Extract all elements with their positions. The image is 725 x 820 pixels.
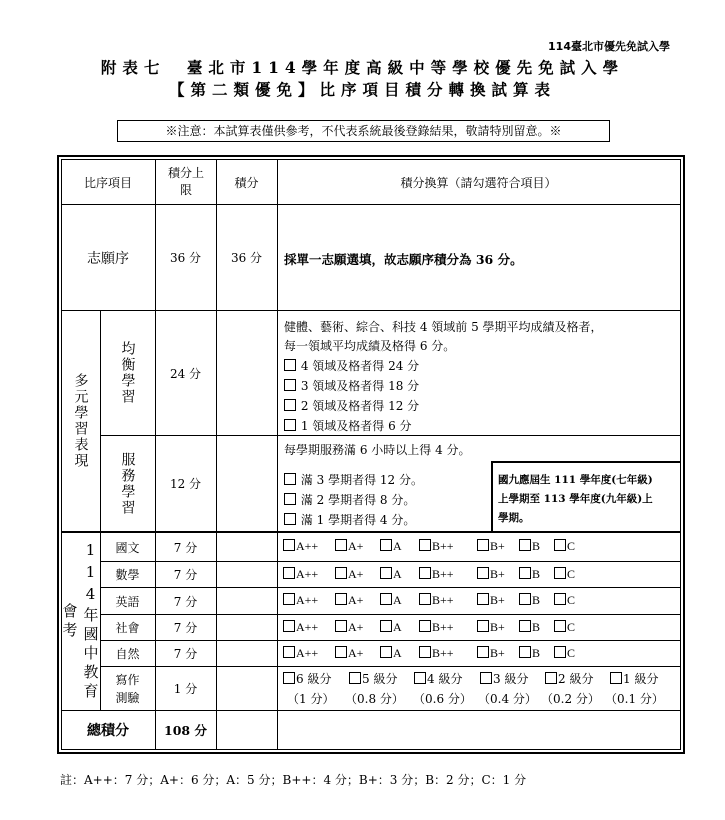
- checkbox-icon[interactable]: [335, 646, 347, 658]
- writing-level-option[interactable]: 2 級分: [545, 670, 593, 687]
- checkbox-icon[interactable]: [284, 399, 296, 411]
- header-right-caption: 114臺北市優先免試入學: [548, 40, 670, 53]
- grade-option[interactable]: A: [380, 539, 402, 554]
- checkbox-icon[interactable]: [380, 593, 392, 605]
- checkbox-icon[interactable]: [477, 593, 489, 605]
- checkbox-icon[interactable]: [284, 419, 296, 431]
- title-line-1: 附表七 臺北市114學年度高級中等學校優先免試入學: [100, 58, 625, 77]
- grade-option[interactable]: A++: [283, 539, 318, 554]
- checkbox-icon[interactable]: [477, 539, 489, 551]
- exam-label: 114年國中教育會考: [60, 541, 100, 702]
- preference-note: 採單一志願選填，故志願序積分為 36 分。: [284, 252, 523, 267]
- checkbox-icon[interactable]: [380, 620, 392, 632]
- grade-option[interactable]: B: [519, 593, 540, 608]
- grade-option[interactable]: C: [554, 620, 575, 635]
- service-max: 12 分: [169, 477, 202, 491]
- subject-name: 自然: [115, 647, 140, 661]
- diverse-label: 多元學習表現: [72, 373, 89, 469]
- grade-option[interactable]: A+: [335, 567, 363, 582]
- service-note-1: 國九應屆生 111 學年度(七年級): [498, 474, 653, 486]
- checkbox-icon[interactable]: [284, 493, 296, 505]
- balanced-max: 24 分: [169, 366, 202, 381]
- writing-level-option[interactable]: 1 級分: [610, 670, 658, 687]
- writing-level-option[interactable]: 5 級分: [349, 670, 397, 687]
- balanced-option-1[interactable]: 4 領域及格者得 24 分: [284, 357, 419, 374]
- header-item: 比序項目: [83, 175, 132, 190]
- writing-level-option[interactable]: 4 級分: [414, 670, 462, 687]
- grade-option[interactable]: A+: [335, 620, 363, 635]
- balanced-desc-1: 健體、藝術、綜合、科技 4 領域前 5 學期平均成績及格者，: [284, 320, 603, 334]
- service-option-1[interactable]: 滿 3 學期者得 12 分。: [284, 471, 423, 488]
- header-max: 積分上限: [167, 166, 204, 197]
- checkbox-icon[interactable]: [519, 620, 531, 632]
- balanced-desc-2: 每一領域平均成績及格得 6 分。: [284, 339, 456, 353]
- checkbox-icon[interactable]: [480, 672, 492, 684]
- checkbox-icon[interactable]: [335, 539, 347, 551]
- checkbox-icon[interactable]: [335, 620, 347, 632]
- grade-option[interactable]: A++: [283, 620, 318, 635]
- total-value: 108 分: [164, 723, 207, 738]
- checkbox-icon[interactable]: [284, 359, 296, 371]
- checkbox-icon[interactable]: [349, 672, 361, 684]
- checkbox-icon[interactable]: [283, 539, 295, 551]
- checkbox-icon[interactable]: [419, 646, 431, 658]
- checkbox-icon[interactable]: [284, 379, 296, 391]
- checkbox-icon[interactable]: [477, 620, 489, 632]
- grade-option[interactable]: C: [554, 539, 575, 554]
- balanced-label: 均衡學習: [119, 341, 136, 405]
- grade-option[interactable]: B+: [477, 567, 505, 582]
- grade-option[interactable]: B++: [419, 567, 454, 582]
- checkbox-icon[interactable]: [554, 620, 566, 632]
- writing-max: 1 分: [173, 682, 198, 696]
- subject-max: 7 分: [173, 621, 198, 635]
- checkbox-icon[interactable]: [554, 646, 566, 658]
- checkbox-icon[interactable]: [419, 593, 431, 605]
- grade-option[interactable]: C: [554, 593, 575, 608]
- grade-option[interactable]: B: [519, 620, 540, 635]
- checkbox-icon[interactable]: [519, 593, 531, 605]
- checkbox-icon[interactable]: [335, 593, 347, 605]
- checkbox-icon[interactable]: [477, 646, 489, 658]
- service-option-2[interactable]: 滿 2 學期者得 8 分。: [284, 491, 415, 508]
- grade-option[interactable]: A++: [283, 646, 318, 661]
- title-line-2: 【第二類優免】比序項目積分轉換試算表: [168, 80, 556, 99]
- checkbox-icon[interactable]: [554, 567, 566, 579]
- grade-option[interactable]: B: [519, 567, 540, 582]
- writing-level-option[interactable]: 6 級分: [283, 670, 331, 687]
- grade-option[interactable]: B+: [477, 539, 505, 554]
- subject-name: 國文: [115, 540, 140, 555]
- grade-option[interactable]: A++: [283, 567, 318, 582]
- grade-option[interactable]: A: [380, 593, 402, 608]
- writing-point-value: （0.1 分）: [605, 692, 664, 706]
- writing-point-value: （0.8 分）: [345, 692, 404, 706]
- grade-option[interactable]: B+: [477, 620, 505, 635]
- balanced-option-3[interactable]: 2 領域及格者得 12 分: [284, 397, 419, 414]
- subject-max: 7 分: [173, 540, 198, 555]
- checkbox-icon[interactable]: [419, 539, 431, 551]
- subject-max: 7 分: [173, 647, 198, 661]
- checkbox-icon[interactable]: [554, 593, 566, 605]
- service-label: 服務學習: [119, 451, 136, 516]
- subject-max: 7 分: [173, 594, 198, 609]
- notice-box: ※注意：本試算表僅供參考，不代表系統最後登錄結果，敬請特別留意。※: [117, 120, 610, 142]
- grade-option[interactable]: B+: [477, 593, 505, 608]
- header-score: 積分: [234, 175, 259, 190]
- writing-point-value: （0.2 分）: [541, 692, 600, 706]
- preference-max: 36 分: [169, 251, 202, 265]
- service-option-3[interactable]: 滿 1 學期者得 4 分。: [284, 511, 415, 528]
- writing-point-value: （0.6 分）: [413, 692, 472, 706]
- writing-point-value: （0.4 分）: [478, 692, 537, 706]
- checkbox-icon[interactable]: [477, 567, 489, 579]
- grade-option[interactable]: B: [519, 539, 540, 554]
- balanced-option-2[interactable]: 3 領域及格者得 18 分: [284, 377, 419, 394]
- footnote: 註：A++：7 分；A+：6 分；A：5 分；B++：4 分；B+：3 分；B：2 分；C：1 分: [60, 773, 527, 787]
- writing-label: 寫作測驗: [115, 672, 140, 705]
- grade-option[interactable]: C: [554, 567, 575, 582]
- grade-option[interactable]: A+: [335, 646, 363, 661]
- checkbox-icon[interactable]: [284, 473, 296, 485]
- checkbox-icon[interactable]: [380, 539, 392, 551]
- grade-option[interactable]: A: [380, 620, 402, 635]
- checkbox-icon[interactable]: [284, 513, 296, 525]
- checkbox-icon[interactable]: [380, 646, 392, 658]
- checkbox-icon[interactable]: [283, 672, 295, 684]
- checkbox-icon[interactable]: [283, 567, 295, 579]
- preference-label: 志願序: [87, 250, 129, 267]
- grade-option[interactable]: B: [519, 646, 540, 661]
- checkbox-icon[interactable]: [419, 620, 431, 632]
- grade-option[interactable]: C: [554, 646, 575, 661]
- grade-option[interactable]: B++: [419, 646, 454, 661]
- service-note-3: 學期。: [498, 512, 530, 524]
- grade-option[interactable]: A+: [335, 539, 363, 554]
- checkbox-icon[interactable]: [419, 567, 431, 579]
- service-note-2: 上學期至 113 學年度(九年級)上: [498, 493, 653, 505]
- subject-name: 社會: [115, 621, 140, 635]
- checkbox-icon[interactable]: [283, 620, 295, 632]
- grade-option[interactable]: B+: [477, 646, 505, 661]
- checkbox-icon[interactable]: [519, 567, 531, 579]
- checkbox-icon[interactable]: [414, 672, 426, 684]
- grade-option[interactable]: A++: [283, 593, 318, 608]
- checkbox-icon[interactable]: [610, 672, 622, 684]
- checkbox-icon[interactable]: [380, 567, 392, 579]
- grade-option[interactable]: A: [380, 646, 402, 661]
- subject-name: 數學: [115, 568, 140, 582]
- checkbox-icon[interactable]: [335, 567, 347, 579]
- writing-point-value: （1 分）: [287, 692, 335, 706]
- balanced-option-4[interactable]: 1 領域及格者得 6 分: [284, 417, 412, 434]
- checkbox-icon[interactable]: [283, 646, 295, 658]
- checkbox-icon[interactable]: [519, 646, 531, 658]
- preference-score: 36 分: [230, 251, 263, 265]
- service-desc: 每學期服務滿 6 小時以上得 4 分。: [284, 443, 471, 457]
- writing-level-option[interactable]: 3 級分: [480, 670, 528, 687]
- grade-option[interactable]: A: [380, 567, 402, 582]
- header-conversion: 積分換算（請勾選符合項目）: [400, 175, 557, 190]
- grade-option[interactable]: B++: [419, 620, 454, 635]
- subject-name: 英語: [115, 594, 140, 609]
- subject-max: 7 分: [173, 568, 198, 582]
- total-label: 總積分: [87, 723, 129, 739]
- checkbox-icon[interactable]: [519, 539, 531, 551]
- checkbox-icon[interactable]: [554, 539, 566, 551]
- checkbox-icon[interactable]: [283, 593, 295, 605]
- checkbox-icon[interactable]: [545, 672, 557, 684]
- grade-option[interactable]: B++: [419, 539, 454, 554]
- grade-option[interactable]: A+: [335, 593, 363, 608]
- grade-option[interactable]: B++: [419, 593, 454, 608]
